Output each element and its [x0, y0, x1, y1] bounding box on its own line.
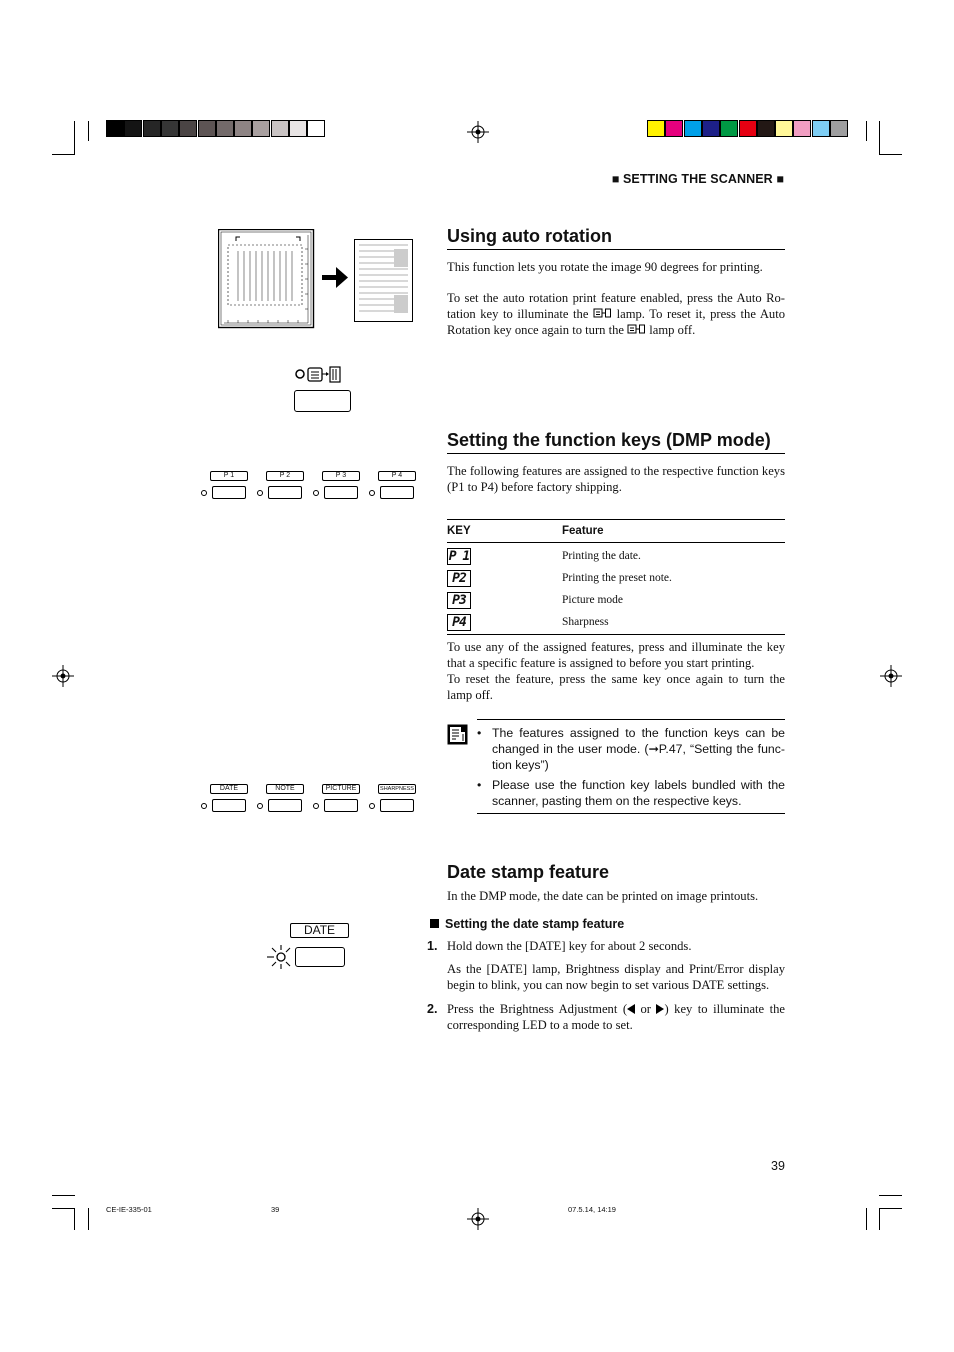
- sharpness-key-label: SHARPNESS: [378, 784, 416, 794]
- auto-rotation-key[interactable]: [294, 390, 351, 412]
- table-row: [447, 545, 785, 567]
- date-key-label: DATE: [290, 923, 349, 938]
- color-swatch: [775, 120, 793, 137]
- gray-swatch: [307, 120, 325, 137]
- p3-key-label: P 3: [322, 471, 360, 481]
- gray-swatch: [216, 120, 234, 137]
- auto-rotation-lamp-icon: [627, 324, 646, 335]
- date-key-label: DATE: [210, 784, 248, 794]
- step-number: 1.: [427, 939, 438, 953]
- step-1: [427, 938, 785, 993]
- p3-led: [313, 490, 319, 496]
- color-swatch: [793, 120, 811, 137]
- square-bullet-icon: [430, 919, 439, 928]
- p1-led: [201, 490, 207, 496]
- function-keys-usage: [447, 639, 785, 703]
- p4-key-label: P 4: [378, 471, 416, 481]
- p2-led: [257, 490, 263, 496]
- auto-rotation-lamp-icon: [593, 308, 612, 319]
- function-keys-intro: The following features are assigned to the respective function keys (P1 to P4) before factory shipping.: [447, 464, 785, 494]
- p1-key-label: P 1: [210, 471, 248, 481]
- gray-swatch: [198, 120, 216, 137]
- p4-key-symbol: P4: [447, 614, 471, 631]
- note-icon: [447, 724, 468, 745]
- color-swatch: [647, 120, 665, 137]
- gray-swatch: [234, 120, 252, 137]
- gray-swatch: [179, 120, 197, 137]
- note-item: • The features assigned to the function keys can be changed in the user mode. (➞P.47, “Setting the func-tion keys”): [477, 725, 785, 773]
- registration-target-icon: [467, 1208, 489, 1230]
- usage-paragraph-1: To use any of the assigned features, press and illuminate the key that a specific feature is assigned to before you start printing.: [447, 640, 785, 670]
- usage-paragraph-2: To reset the feature, press the same key once again to turn the lamp off.: [447, 672, 785, 702]
- color-swatch: [739, 120, 757, 137]
- date-led: [201, 803, 207, 809]
- auto-rotation-description: [447, 259, 785, 338]
- triangle-left-icon: [627, 1004, 635, 1014]
- gray-swatch: [271, 120, 289, 137]
- gray-swatch: [124, 120, 142, 137]
- sharpness-key[interactable]: [380, 799, 414, 812]
- note-item: • Please use the function key labels bundled with the scanner, pasting them on the respective keys.: [477, 777, 785, 809]
- p4-led: [369, 490, 375, 496]
- blinking-lamp-icon: [264, 943, 296, 973]
- table-cell-feature: Picture mode: [562, 594, 623, 606]
- section-title: ■ SETTING THE SCANNER ■: [611, 172, 784, 186]
- arrow-right-icon: [322, 267, 348, 288]
- function-key-table: [447, 519, 785, 635]
- step-1-detail: As the [DATE] lamp, Brightness display and Print/Error display begin to blink, you can now begin to set various DATE settings.: [447, 962, 785, 992]
- picture-led: [313, 803, 319, 809]
- auto-rotation-para2: To set the auto rotation print feature enabled, press the Auto Ro-tation key to illuminate the lamp. To reset it, press the Auto Rotation key once again to turn the lamp off.: [447, 291, 786, 337]
- date-key[interactable]: [212, 799, 246, 812]
- auto-rotation-lamp-icon: [294, 365, 348, 385]
- sharpness-led: [369, 803, 375, 809]
- table-row: [447, 567, 785, 589]
- step-1-text: Hold down the [DATE] key for about 2 seconds.: [447, 939, 692, 953]
- p3-key-symbol: P3: [447, 592, 471, 609]
- gray-swatch: [252, 120, 270, 137]
- table-row: [447, 589, 785, 611]
- date-stamp-intro: In the DMP mode, the date can be printed on image printouts.: [447, 889, 759, 903]
- table-cell-feature: Sharpness: [562, 616, 609, 628]
- p1-key[interactable]: [212, 486, 246, 499]
- color-swatch: [757, 120, 775, 137]
- p1-key-symbol: P 1: [448, 548, 470, 564]
- heading-auto-rotation: Using auto rotation: [447, 226, 785, 250]
- picture-key-label: PICTURE: [322, 784, 360, 794]
- footer-doc-id: CE-IE-335-01: [106, 1205, 152, 1214]
- auto-rotation-para1: This function lets you rotate the image 90 degrees for printing.: [447, 260, 763, 274]
- step-2-text: Press the Brightness Adjustment ( or ) key to illuminate the corresponding LED to a mode to set.: [447, 1002, 786, 1032]
- heading-date-stamp: Date stamp feature: [447, 862, 610, 882]
- date-key[interactable]: [295, 947, 345, 967]
- p3-key[interactable]: [324, 486, 358, 499]
- gray-swatch: [289, 120, 307, 137]
- table-header-row: [447, 520, 785, 543]
- color-swatch: [702, 120, 720, 137]
- note-box: [477, 719, 785, 814]
- p2-key[interactable]: [268, 486, 302, 499]
- color-swatch: [684, 120, 702, 137]
- table-cell-feature: Printing the preset note.: [562, 572, 672, 584]
- note-key-label: NOTE: [266, 784, 304, 794]
- color-swatch: [665, 120, 683, 137]
- color-swatch: [812, 120, 830, 137]
- gray-swatch: [143, 120, 161, 137]
- color-swatch: [720, 120, 738, 137]
- gray-swatch: [161, 120, 179, 137]
- note-key[interactable]: [268, 799, 302, 812]
- step-number: 2.: [427, 1002, 438, 1016]
- heading-function-keys: Setting the function keys (DMP mode): [447, 430, 785, 454]
- auto-rotation-illustration: [218, 229, 414, 329]
- table-header-key: KEY: [447, 525, 471, 537]
- color-swatch: [830, 120, 848, 137]
- registration-target-icon: [52, 665, 74, 687]
- picture-key[interactable]: [324, 799, 358, 812]
- table-row: [447, 611, 785, 633]
- gray-swatch: [106, 120, 124, 137]
- table-cell-feature: Printing the date.: [562, 550, 641, 562]
- note-led: [257, 803, 263, 809]
- page-number: 39: [771, 1159, 785, 1173]
- footer-datetime: 07.5.14, 14:19: [568, 1205, 616, 1214]
- footer-page: 39: [271, 1205, 280, 1214]
- step-2: [427, 1001, 785, 1033]
- table-header-feature: Feature: [562, 525, 604, 537]
- p4-key[interactable]: [380, 486, 414, 499]
- registration-target-icon: [880, 665, 902, 687]
- date-stamp-subheading: Setting the date stamp feature: [430, 917, 624, 931]
- p2-key-symbol: P2: [447, 570, 471, 587]
- p2-key-label: P 2: [266, 471, 304, 481]
- registration-target-icon: [467, 121, 489, 143]
